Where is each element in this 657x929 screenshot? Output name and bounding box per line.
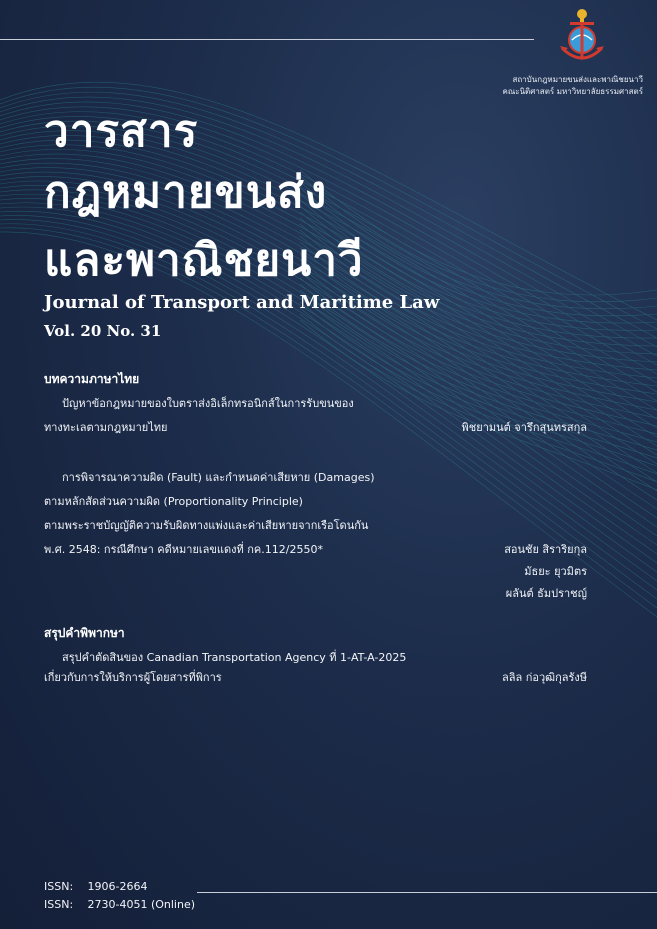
- title-thai-line-3: และพาณิชยนาวี: [44, 235, 364, 286]
- institute-line-2: คณะนิติศาสตร์ มหาวิทยาลัยธรรมศาสตร์: [502, 87, 643, 96]
- article1-author: พิชยามนต์ จารึกสุนทรสกุล: [461, 421, 587, 434]
- bottom-divider: [197, 892, 657, 893]
- summary-title-line-2: เกี่ยวกับการให้บริการผู้โดยสารที่พิการ: [44, 671, 222, 684]
- title-thai-line-2: กฎหมายขนส่ง: [44, 167, 328, 218]
- article2-author-3: ผลันต์ ธัมปราชญ์: [505, 587, 587, 600]
- section-thai-heading: บทความภาษาไทย: [44, 372, 140, 386]
- issn-label: ISSN:: [44, 880, 74, 893]
- issn-print: [44, 880, 147, 893]
- institute-name: [503, 74, 644, 98]
- issn-online-value: 2730-4051 (Online): [87, 898, 196, 911]
- section-summary-heading: สรุปคำพิพากษา: [44, 626, 125, 640]
- issn-label-online: ISSN:: [44, 898, 74, 911]
- title-thai-line-1: วารสาร: [44, 106, 199, 157]
- issn-print-value: 1906-2664: [87, 880, 148, 893]
- top-divider: [0, 39, 534, 40]
- article2-title-line-4: พ.ศ. 2548: กรณีศึกษา คดีหมายเลขแดงที่ กค.112/2550*: [44, 543, 323, 556]
- article2-title-line-3: ตามพระราชบัญญัติความรับผิดทางแพ่งและค่าเสียหายจากเรือโดนกัน: [44, 519, 369, 532]
- issn-online: [44, 898, 195, 911]
- institute-line-1: สถาบันกฎหมายขนส่งและพาณิชยนาวี: [512, 75, 643, 84]
- summary-title-line-1: สรุปคำตัดสินของ Canadian Transportation Agency ที่ 1-AT-A-2025: [62, 651, 407, 664]
- article1-title-line-1: ปัญหาข้อกฎหมายของใบตราส่งอิเล็กทรอนิกส์ในการรับขนของ: [62, 397, 354, 410]
- title-english: Journal of Transport and Maritime Law: [44, 292, 440, 313]
- anchor-emblem-icon: [554, 6, 610, 68]
- article2-author-1: สอนชัย สิราริยกุล: [504, 543, 587, 556]
- article2-title-line-2: ตามหลักสัดส่วนความผิด (Proportionality Principle): [44, 495, 303, 508]
- article2-author-2: มัธยะ ยุวมิตร: [524, 565, 587, 578]
- article2-title-line-1: การพิจารณาความผิด (Fault) และกำหนดค่าเสียหาย (Damages): [62, 471, 375, 484]
- volume-number: Vol. 20 No. 31: [44, 322, 162, 340]
- summary-author: ลลิล ก่อวุฒิกุลรังษี: [501, 671, 587, 684]
- article1-title-line-2: ทางทะเลตามกฎหมายไทย: [44, 421, 168, 434]
